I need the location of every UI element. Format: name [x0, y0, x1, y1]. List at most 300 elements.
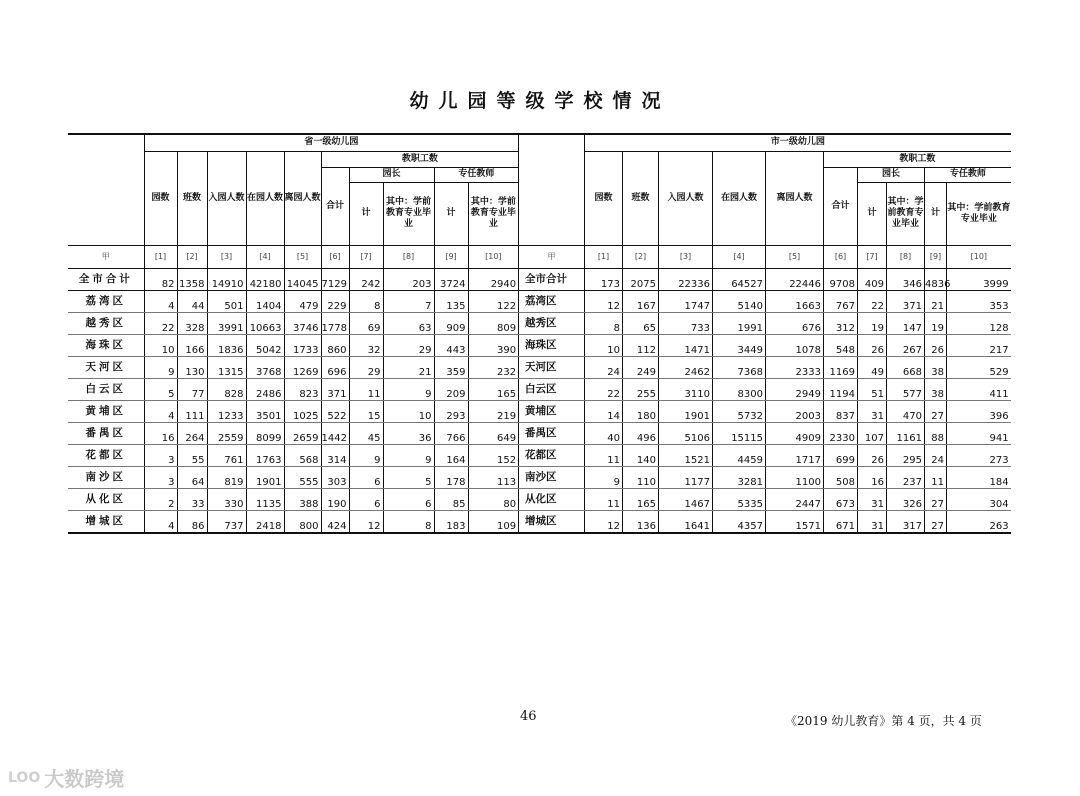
table-cell: 314: [321, 444, 349, 466]
table-cell: 1100: [766, 466, 824, 488]
table-cell: 21: [383, 356, 434, 378]
table-cell: 2949: [766, 378, 824, 400]
table-cell: 7368: [713, 356, 766, 378]
table-cell: 40: [585, 422, 623, 444]
table-cell: 1269: [284, 356, 321, 378]
left-data-table: [68, 133, 518, 534]
table-cell: 508: [824, 466, 858, 488]
table-cell: 555: [284, 466, 321, 488]
district-name: 黄埔区: [68, 400, 144, 422]
left-col-header: 园数: [144, 151, 177, 245]
watermark-text: 大数跨境: [44, 767, 125, 791]
right-col-header: 合计: [824, 167, 858, 245]
table-cell: 12: [585, 290, 623, 312]
table-cell: 330: [207, 488, 246, 510]
table-cell: 26: [858, 444, 887, 466]
table-cell: 424: [321, 510, 349, 533]
table-cell: 860: [321, 334, 349, 356]
left-code: [10]: [468, 245, 518, 268]
left-code-label: 甲: [68, 245, 144, 268]
right-col-header: 其中：学前教育专业毕业: [947, 202, 1011, 224]
table-cell: 136: [623, 510, 659, 533]
table-cell: 22: [585, 378, 623, 400]
table-row: [68, 422, 518, 444]
table-cell: 1025: [284, 400, 321, 422]
table-row: [68, 444, 518, 466]
table-cell: 4: [144, 510, 177, 533]
table-row: [519, 422, 1011, 444]
table-cell: 3991: [207, 312, 246, 334]
table-cell: 14910: [207, 268, 246, 290]
table-cell: 8099: [246, 422, 284, 444]
table-cell: 1177: [659, 466, 713, 488]
table-cell: 11: [585, 488, 623, 510]
table-cell: 828: [207, 378, 246, 400]
table-cell: 4836: [925, 268, 947, 290]
watermark: [8, 763, 124, 792]
right-col-header: 入园人数: [659, 151, 713, 245]
table-cell: 49: [858, 356, 887, 378]
table-cell: 761: [207, 444, 246, 466]
table-cell: 1717: [766, 444, 824, 466]
table-cell: 295: [887, 444, 925, 466]
table-cell: 5335: [713, 488, 766, 510]
table-cell: 22: [858, 290, 887, 312]
table-cell: 32: [349, 334, 383, 356]
table-cell: 16: [144, 422, 177, 444]
table-cell: 55: [177, 444, 207, 466]
table-cell: 217: [947, 334, 1011, 356]
right-code: [6]: [824, 245, 858, 268]
left-teacher-header: 专任教师: [434, 167, 518, 182]
district-name: 天河区: [68, 356, 144, 378]
left-col-header: 离园人数: [284, 151, 321, 245]
right-staff-header: 教职工数: [824, 151, 1011, 167]
table-cell: 164: [434, 444, 468, 466]
left-code: [6]: [321, 245, 349, 268]
table-cell: 353: [947, 290, 1011, 312]
table-cell: 5106: [659, 422, 713, 444]
table-cell: 249: [623, 356, 659, 378]
table-cell: 51: [858, 378, 887, 400]
table-total-row: [68, 268, 518, 290]
table-cell: 2940: [468, 268, 518, 290]
table-cell: 5: [383, 466, 434, 488]
table-cell: 27: [925, 510, 947, 533]
table-cell: 267: [887, 334, 925, 356]
table-cell: 12: [585, 510, 623, 533]
table-cell: 24: [925, 444, 947, 466]
table-row: [68, 378, 518, 400]
table-cell: 31: [858, 400, 887, 422]
table-cell: 113: [468, 466, 518, 488]
left-col-header: 班数: [177, 151, 207, 245]
table-cell: 3746: [284, 312, 321, 334]
table-cell: 649: [468, 422, 518, 444]
right-code: [4]: [713, 245, 766, 268]
table-cell: 1991: [713, 312, 766, 334]
table-cell: 85: [434, 488, 468, 510]
table-cell: 2330: [824, 422, 858, 444]
table-cell: 359: [434, 356, 468, 378]
table-cell: 8: [383, 510, 434, 533]
table-cell: 1467: [659, 488, 713, 510]
right-col-header: 园数: [585, 151, 623, 245]
table-cell: 2333: [766, 356, 824, 378]
table-cell: 699: [824, 444, 858, 466]
district-name: 南沙区: [519, 466, 585, 488]
table-cell: 165: [623, 488, 659, 510]
table-cell: 147: [887, 312, 925, 334]
table-cell: 26: [858, 334, 887, 356]
table-cell: 1663: [766, 290, 824, 312]
table-cell: 190: [321, 488, 349, 510]
table-row: [519, 466, 1011, 488]
table-cell: 3: [144, 466, 177, 488]
table-cell: 203: [383, 268, 434, 290]
table-row: [519, 334, 1011, 356]
table-cell: 22: [144, 312, 177, 334]
table-cell: 5732: [713, 400, 766, 422]
table-cell: 4357: [713, 510, 766, 533]
district-name: 从化区: [68, 488, 144, 510]
table-cell: 11: [349, 378, 383, 400]
table-cell: 64: [177, 466, 207, 488]
table-cell: 496: [623, 422, 659, 444]
table-cell: 568: [284, 444, 321, 466]
district-name: 增城区: [519, 510, 585, 533]
table-cell: 837: [824, 400, 858, 422]
table-cell: 140: [623, 444, 659, 466]
table-cell: 29: [383, 334, 434, 356]
left-code: [8]: [383, 245, 434, 268]
table-cell: 45: [349, 422, 383, 444]
table-cell: 82: [144, 268, 177, 290]
table-cell: 166: [177, 334, 207, 356]
district-name: 花都区: [68, 444, 144, 466]
right-data-table: [518, 133, 1011, 534]
table-row: [519, 356, 1011, 378]
table-cell: 522: [321, 400, 349, 422]
table-cell: 15115: [713, 422, 766, 444]
left-code: [5]: [284, 245, 321, 268]
table-cell: 1778: [321, 312, 349, 334]
table-cell: 409: [858, 268, 887, 290]
left-col-header: 合计: [321, 167, 349, 245]
table-cell: 909: [434, 312, 468, 334]
right-code: [7]: [858, 245, 887, 268]
right-col-header: 其中：学前教育专业毕业: [887, 182, 925, 245]
table-cell: 1901: [246, 466, 284, 488]
table-cell: 107: [858, 422, 887, 444]
table-cell: 1169: [824, 356, 858, 378]
table-cell: 27: [925, 488, 947, 510]
right-code: [5]: [766, 245, 824, 268]
right-teacher-header: 专任教师: [925, 167, 1011, 182]
right-code: [1]: [585, 245, 623, 268]
table-row: [68, 400, 518, 422]
table-cell: 44: [177, 290, 207, 312]
district-name: 白云区: [519, 378, 585, 400]
table-cell: 15: [349, 400, 383, 422]
table-cell: 328: [177, 312, 207, 334]
right-code: [3]: [659, 245, 713, 268]
table-row: [519, 312, 1011, 334]
table-cell: 167: [623, 290, 659, 312]
table-cell: 21: [925, 290, 947, 312]
table-cell: 2075: [623, 268, 659, 290]
table-cell: 229: [321, 290, 349, 312]
table-cell: 112: [623, 334, 659, 356]
table-cell: 2462: [659, 356, 713, 378]
table-row: [68, 356, 518, 378]
table-cell: 7129: [321, 268, 349, 290]
table-cell: 676: [766, 312, 824, 334]
table-cell: 696: [321, 356, 349, 378]
table-cell: 1763: [246, 444, 284, 466]
table-cell: 3501: [246, 400, 284, 422]
table-cell: 411: [947, 378, 1011, 400]
table-cell: 8300: [713, 378, 766, 400]
table-cell: 1733: [284, 334, 321, 356]
table-cell: 3: [144, 444, 177, 466]
table-cell: 8: [349, 290, 383, 312]
district-name: 番禺区: [519, 422, 585, 444]
table-cell: 548: [824, 334, 858, 356]
left-col-header: 计: [434, 182, 468, 245]
left-code: [2]: [177, 245, 207, 268]
table-cell: 237: [887, 466, 925, 488]
table-cell: 1442: [321, 422, 349, 444]
table-cell: 11: [925, 466, 947, 488]
table-cell: 63: [383, 312, 434, 334]
table-cell: 2418: [246, 510, 284, 533]
table-cell: 8: [585, 312, 623, 334]
table-cell: 242: [349, 268, 383, 290]
table-cell: 152: [468, 444, 518, 466]
table-cell: 180: [623, 400, 659, 422]
table-row: [68, 334, 518, 356]
table-cell: 9708: [824, 268, 858, 290]
table-cell: 9: [383, 378, 434, 400]
table-row: [68, 312, 518, 334]
table-cell: 501: [207, 290, 246, 312]
page-number: 46: [520, 709, 537, 724]
table-cell: 1161: [887, 422, 925, 444]
table-cell: 111: [177, 400, 207, 422]
right-col-header: 班数: [623, 151, 659, 245]
table-cell: 184: [947, 466, 1011, 488]
table-cell: 1641: [659, 510, 713, 533]
table-cell: 371: [321, 378, 349, 400]
table-cell: 326: [887, 488, 925, 510]
right-code: [9]: [925, 245, 947, 268]
table-cell: 766: [434, 422, 468, 444]
right-group-title: 市一级幼儿园: [585, 134, 1011, 151]
district-name: 增城区: [68, 510, 144, 533]
table-cell: 737: [207, 510, 246, 533]
left-code: [3]: [207, 245, 246, 268]
left-col-header: 其中：学前教育专业毕业: [383, 182, 434, 245]
right-table-body: [519, 268, 1011, 533]
table-cell: 128: [947, 312, 1011, 334]
watermark-logo-icon: LOO: [8, 769, 41, 786]
table-cell: 33: [177, 488, 207, 510]
table-cell: 31: [858, 488, 887, 510]
table-cell: 29: [349, 356, 383, 378]
table-row: [519, 378, 1011, 400]
table-cell: 2659: [284, 422, 321, 444]
table-cell: 1404: [246, 290, 284, 312]
table-cell: 823: [284, 378, 321, 400]
district-name: 白云区: [68, 378, 144, 400]
table-cell: 1315: [207, 356, 246, 378]
table-cell: 14: [585, 400, 623, 422]
table-cell: 312: [824, 312, 858, 334]
table-cell: 9: [383, 444, 434, 466]
table-cell: 10: [383, 400, 434, 422]
table-cell: 4459: [713, 444, 766, 466]
table-cell: 178: [434, 466, 468, 488]
table-cell: 42180: [246, 268, 284, 290]
table-cell: 470: [887, 400, 925, 422]
right-col-header: 计: [858, 182, 887, 245]
district-name: 海珠区: [68, 334, 144, 356]
right-code-label: 甲: [519, 245, 585, 268]
district-name: 南沙区: [68, 466, 144, 488]
table-cell: 5042: [246, 334, 284, 356]
table-cell: 2486: [246, 378, 284, 400]
table-cell: 819: [207, 466, 246, 488]
district-name: 天河区: [519, 356, 585, 378]
table-cell: 1358: [177, 268, 207, 290]
left-table-body: [68, 268, 518, 533]
table-cell: 3724: [434, 268, 468, 290]
page-title: 幼儿园等级学校情况: [409, 90, 671, 112]
table-cell: 396: [947, 400, 1011, 422]
table-cell: 165: [468, 378, 518, 400]
table-cell: 577: [887, 378, 925, 400]
table-cell: 22336: [659, 268, 713, 290]
left-code: [4]: [246, 245, 284, 268]
table-cell: 135: [434, 290, 468, 312]
table-cell: 388: [284, 488, 321, 510]
table-cell: 27: [925, 400, 947, 422]
table-row: [68, 466, 518, 488]
table-cell: 26: [925, 334, 947, 356]
table-cell: 9: [144, 356, 177, 378]
table-cell: 6: [383, 488, 434, 510]
table-cell: 1836: [207, 334, 246, 356]
table-cell: 3281: [713, 466, 766, 488]
left-staff-header: 教职工数: [321, 151, 518, 167]
table-cell: 4909: [766, 422, 824, 444]
table-cell: 668: [887, 356, 925, 378]
table-cell: 19: [925, 312, 947, 334]
table-cell: 7: [383, 290, 434, 312]
table-cell: 6: [349, 466, 383, 488]
table-cell: 2: [144, 488, 177, 510]
left-col-header: 计: [349, 182, 383, 245]
table-cell: 64527: [713, 268, 766, 290]
table-cell: 10: [585, 334, 623, 356]
table-row: [68, 290, 518, 312]
table-cell: 10663: [246, 312, 284, 334]
left-col-header: 在园人数: [246, 151, 284, 245]
table-cell: 80: [468, 488, 518, 510]
district-name: 荔湾区: [519, 290, 585, 312]
table-row: [519, 400, 1011, 422]
table-cell: 1901: [659, 400, 713, 422]
left-col-header: 入园人数: [207, 151, 246, 245]
table-cell: 77: [177, 378, 207, 400]
table-cell: 1233: [207, 400, 246, 422]
table-cell: 733: [659, 312, 713, 334]
district-name: 花都区: [519, 444, 585, 466]
table-cell: 479: [284, 290, 321, 312]
table-cell: 529: [947, 356, 1011, 378]
table-cell: 3449: [713, 334, 766, 356]
right-code: [8]: [887, 245, 925, 268]
table-cell: 232: [468, 356, 518, 378]
district-name: 全市合计: [68, 268, 144, 290]
left-code: [9]: [434, 245, 468, 268]
table-cell: 19: [858, 312, 887, 334]
table-cell: 24: [585, 356, 623, 378]
table-cell: 4: [144, 290, 177, 312]
table-cell: 1194: [824, 378, 858, 400]
right-code: [2]: [623, 245, 659, 268]
table-cell: 809: [468, 312, 518, 334]
district-name: 番禺区: [68, 422, 144, 444]
table-cell: 12: [349, 510, 383, 533]
table-total-row: [519, 268, 1011, 290]
table-cell: 1571: [766, 510, 824, 533]
table-cell: 5: [144, 378, 177, 400]
table-row: [519, 444, 1011, 466]
right-principal-header: 园长: [858, 167, 925, 182]
left-col-header: 其中：学前教育专业毕业: [470, 197, 516, 229]
table-cell: 443: [434, 334, 468, 356]
right-code: [10]: [947, 245, 1011, 268]
table-cell: 65: [623, 312, 659, 334]
table-cell: 293: [434, 400, 468, 422]
right-col-header: 离园人数: [766, 151, 824, 245]
table-cell: 304: [947, 488, 1011, 510]
table-cell: 9: [585, 466, 623, 488]
table-cell: 673: [824, 488, 858, 510]
table-cell: 263: [947, 510, 1011, 533]
table-cell: 2003: [766, 400, 824, 422]
table-cell: 255: [623, 378, 659, 400]
table-cell: 69: [349, 312, 383, 334]
left-code: [7]: [349, 245, 383, 268]
table-row: [519, 290, 1011, 312]
footer-note: 《2019 幼儿教育》第 4 页，共 4 页: [785, 714, 982, 728]
table-cell: 4: [144, 400, 177, 422]
table-cell: 371: [887, 290, 925, 312]
left-group-title: 省一级幼儿园: [144, 134, 518, 151]
table-cell: 16: [858, 466, 887, 488]
table-row: [68, 488, 518, 510]
table-cell: 183: [434, 510, 468, 533]
table-cell: 303: [321, 466, 349, 488]
table-cell: 1471: [659, 334, 713, 356]
district-name: 黄埔区: [519, 400, 585, 422]
district-name: 越秀区: [519, 312, 585, 334]
table-cell: 5140: [713, 290, 766, 312]
table-cell: 36: [383, 422, 434, 444]
